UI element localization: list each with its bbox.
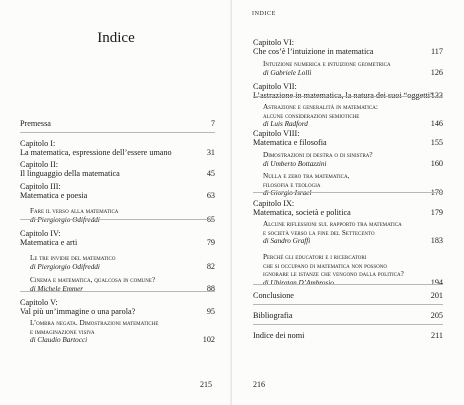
- toc-entry[interactable]: [20, 229, 215, 247]
- chapter-label: Capitolo II:: [20, 160, 58, 169]
- entry-title-line: Bibliografia: [253, 311, 293, 320]
- section-divider: [253, 192, 443, 193]
- chapter-label: Capitolo V:: [20, 298, 58, 307]
- entry-title-line: Matematica e poesia: [20, 191, 88, 201]
- entry-page-number: 205: [430, 311, 443, 320]
- entry-title-line: e società verso la fine del Settecento: [263, 228, 375, 237]
- toc-entry[interactable]: [20, 139, 215, 157]
- chapter-label: Capitolo III:: [20, 182, 61, 191]
- entry-page-number: 170: [430, 188, 443, 198]
- toc-entry[interactable]: [253, 82, 443, 100]
- page-number-left: 215: [200, 380, 212, 389]
- entry-page-number: 45: [206, 169, 215, 179]
- entry-title-line: Astrazione e generalità in matematica:: [263, 103, 378, 111]
- entry-page-number: 160: [430, 158, 443, 168]
- toc-entry[interactable]: [253, 199, 443, 217]
- entry-title-line: Premessa: [20, 119, 51, 128]
- entry-title-line: Che cos’è l’intuizione in matematica: [253, 47, 374, 57]
- toc-entry[interactable]: [20, 160, 215, 178]
- chapter-label: Capitolo VIII:: [253, 129, 300, 138]
- entry-page-number: 126: [430, 67, 443, 77]
- chapter-label: Capitolo IV:: [20, 229, 61, 238]
- toc-essay-entry[interactable]: [20, 207, 215, 224]
- entry-title-line: Cinema e matematica, qualcosa in comune?: [30, 276, 156, 284]
- toc-essay-entry[interactable]: [253, 151, 443, 168]
- toc-essay-entry[interactable]: [20, 319, 215, 345]
- index-title: Indice: [97, 30, 135, 46]
- entry-page-number: 179: [430, 208, 443, 218]
- entry-title-line: ignorare le istanze che vengono dalla politica?: [263, 270, 404, 279]
- section-divider: [253, 304, 443, 305]
- entry-title-line: Fare il verso alla matematica: [30, 207, 119, 215]
- toc-entry[interactable]: [253, 291, 443, 300]
- entry-title-line: Indice dei nomi: [253, 331, 305, 340]
- entry-page-number: 65: [206, 214, 215, 224]
- entry-title-line: Matematica, società e politica: [253, 208, 351, 218]
- entry-author: di Luis Radford: [263, 120, 308, 129]
- entry-title-line: Conclusione: [253, 291, 294, 300]
- entry-title-line: Il linguaggio della matematica: [20, 169, 120, 179]
- entry-title-line: La matematica, espressione dell’essere umano: [20, 148, 172, 158]
- entry-page-number: 133: [430, 91, 443, 101]
- entry-page-number: 194: [430, 277, 443, 287]
- entry-title-line: Dimostrazioni di destra o di sinistra?: [263, 151, 373, 159]
- toc-essay-entry[interactable]: [253, 253, 443, 287]
- entry-page-number: 7: [210, 119, 215, 128]
- entry-author: di Piergiorgio Odifreddi: [30, 262, 100, 271]
- entry-page-number: 31: [206, 148, 215, 158]
- entry-author: di Gabriele Lolli: [263, 68, 312, 77]
- entry-title-line: Nulla e zero tra matematica,: [263, 172, 350, 180]
- chapter-label: Capitolo I:: [20, 139, 56, 148]
- entry-author: di Umberto Bottazzini: [263, 159, 327, 168]
- chapter-label: Capitolo VI:: [253, 38, 295, 47]
- entry-page-number: 183: [430, 236, 443, 246]
- entry-title-line: L’astrazione in matematica, la natura dei suoi “oggetti”: [253, 91, 434, 101]
- section-divider: [20, 219, 215, 220]
- toc-entry[interactable]: [20, 298, 215, 316]
- entry-title-line: Matematica e filosofia: [253, 138, 327, 148]
- entry-author: di Giorgio Israel: [263, 189, 312, 198]
- toc-entry[interactable]: [253, 129, 443, 147]
- entry-title-line: Intuizione numerica e intuizione geometrica: [263, 60, 391, 68]
- entry-title-line: Perché gli educatori e i ricercatori: [263, 253, 367, 261]
- entry-page-number: 211: [431, 331, 443, 340]
- entry-title-line: Val più un’immagine o una parola?: [20, 307, 136, 317]
- entry-author: di Claudio Bartocci: [30, 336, 88, 345]
- right-page: [232, 0, 464, 405]
- section-divider: [253, 324, 443, 325]
- chapter-label: Capitolo VII:: [253, 82, 297, 91]
- entry-title-line: Le tre invidie del matematico: [30, 254, 116, 262]
- entry-title-line: che si occupano di matematica non possono: [263, 261, 387, 270]
- entry-page-number: 88: [206, 283, 215, 293]
- toc-essay-entry[interactable]: [253, 60, 443, 77]
- entry-page-number: 82: [206, 261, 215, 271]
- entry-author: di Sandro Graffi: [263, 237, 311, 246]
- toc-essay-entry[interactable]: [20, 254, 215, 271]
- section-divider: [20, 291, 215, 292]
- entry-page-number: 95: [206, 307, 215, 317]
- entry-author: di Piergiorgio Odifreddi: [30, 215, 100, 224]
- running-head: INDICE: [252, 11, 276, 17]
- entry-title-line: Alcune riflessioni sul rapporto tra matematica: [263, 220, 402, 228]
- toc-entry[interactable]: [253, 331, 443, 340]
- entry-title-line: L’ombra negata. Dimostrazioni matematiche: [30, 319, 159, 327]
- entry-page-number: 201: [430, 291, 443, 300]
- entry-title-line: alcune considerazioni semiotiche: [263, 111, 360, 120]
- entry-page-number: 63: [206, 191, 215, 201]
- entry-title-line: e immaginazione visiva: [30, 327, 95, 336]
- toc-essay-entry[interactable]: [253, 103, 443, 129]
- toc-essay-entry[interactable]: [253, 172, 443, 198]
- section-divider: [253, 96, 443, 97]
- entry-page-number: 146: [430, 119, 443, 129]
- entry-page-number: 79: [206, 238, 215, 248]
- toc-entry[interactable]: [253, 38, 443, 56]
- entry-page-number: 155: [430, 138, 443, 148]
- toc-entry[interactable]: [253, 311, 443, 320]
- toc-essay-entry[interactable]: [253, 220, 443, 246]
- entry-title-line: Matematica e arti: [20, 238, 78, 248]
- toc-entry[interactable]: [20, 119, 215, 128]
- page-number-right: 216: [253, 380, 265, 389]
- entry-title-line: filosofia e teologia: [263, 180, 321, 189]
- entry-page-number: 117: [431, 47, 443, 57]
- section-divider: [20, 132, 215, 133]
- entry-author: di Ubiratan D’Ambrosio: [263, 278, 334, 287]
- section-divider: [253, 284, 443, 285]
- entry-author: di Michele Emmer: [30, 284, 84, 293]
- toc-entry[interactable]: [20, 182, 215, 200]
- chapter-label: Capitolo IX:: [253, 199, 295, 208]
- entry-page-number: 102: [202, 335, 215, 345]
